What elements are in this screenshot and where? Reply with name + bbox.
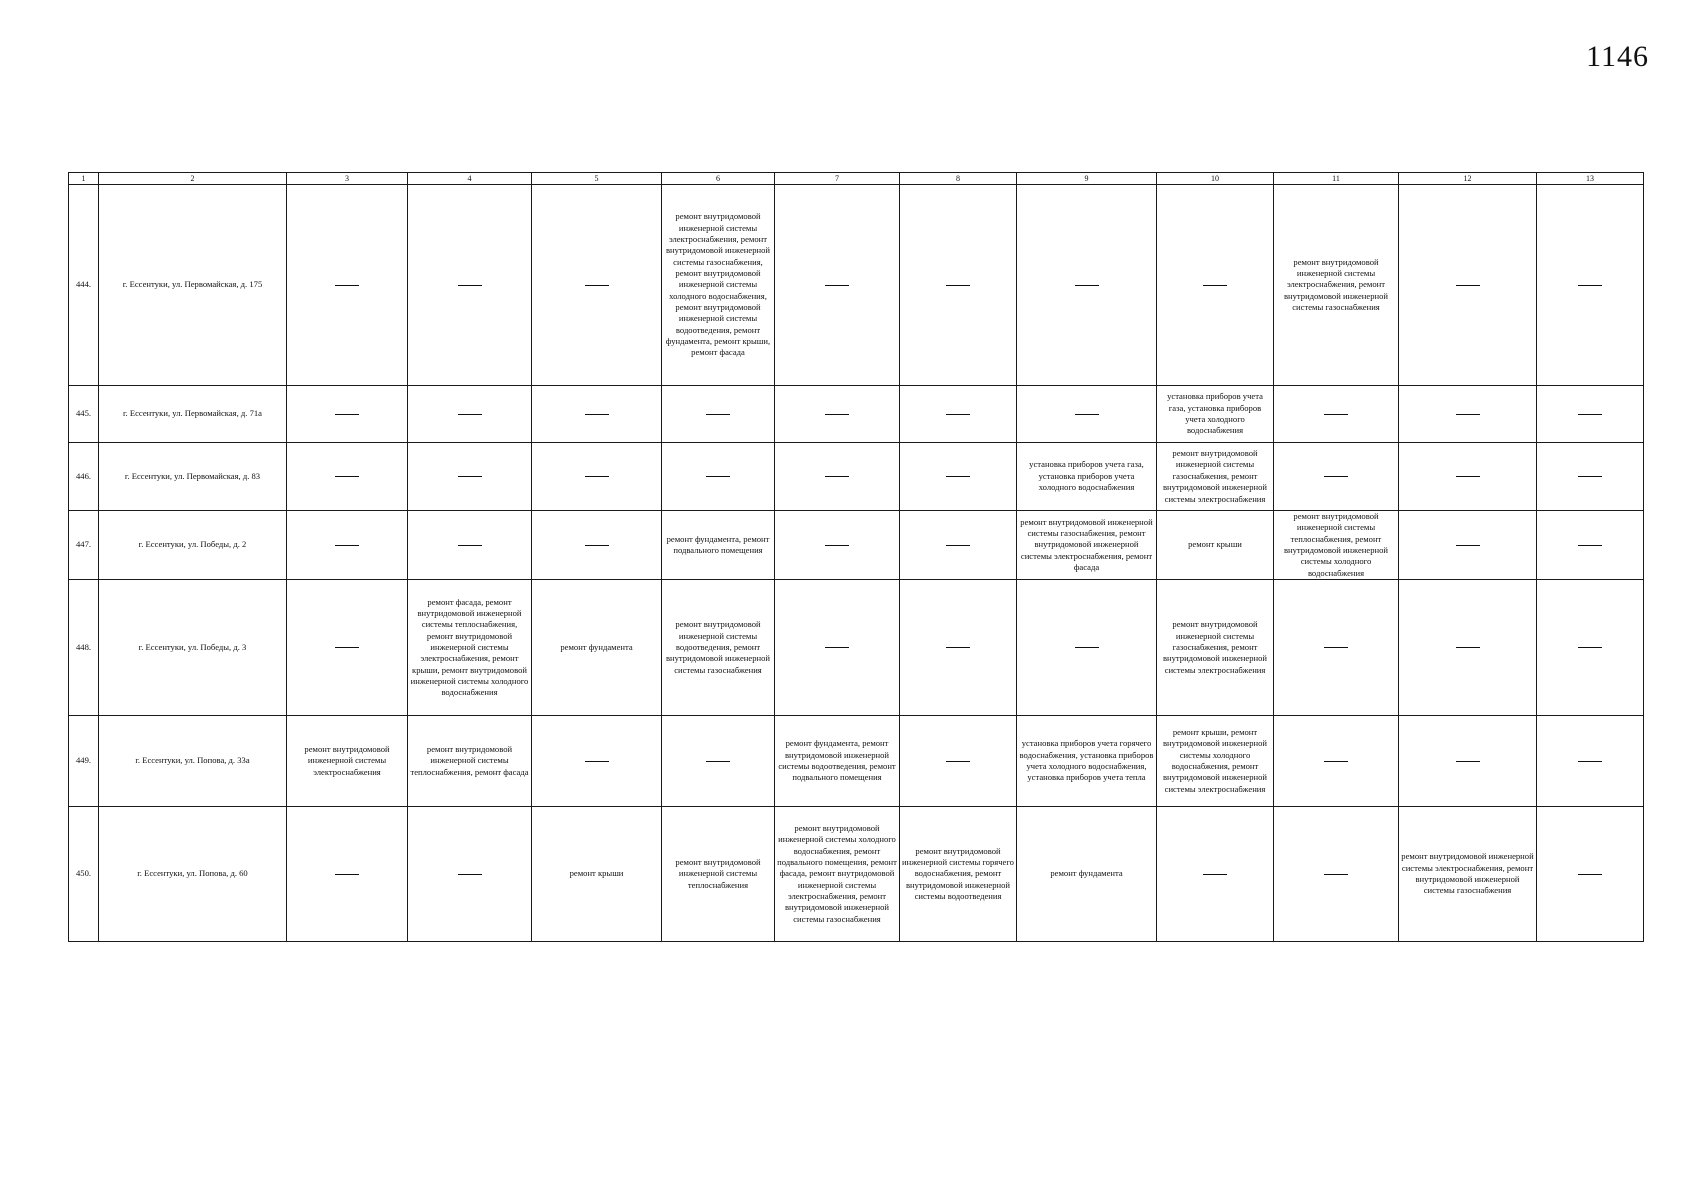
- dash-mark: [1324, 414, 1348, 415]
- dash-mark: [1075, 647, 1099, 648]
- work-description-cell: [1157, 511, 1274, 580]
- dash-mark: [1456, 285, 1480, 286]
- empty-dash-cell: [662, 386, 775, 443]
- empty-dash-cell: [775, 511, 900, 580]
- empty-dash-cell: [1017, 580, 1157, 716]
- dash-mark: [1203, 285, 1227, 286]
- work-description: ремонт крыши, ремонт внутридомовой инженерной системы холодного водоснабжения, ремонт внутридомовой инженерной системы электроснабжения: [1162, 727, 1268, 794]
- dash-mark: [585, 414, 609, 415]
- address-cell: г. Ессентуки, ул. Первомайская, д. 175: [99, 185, 287, 386]
- work-description: установка приборов учета газа, установка приборов учета холодного водоснабжения: [1167, 391, 1263, 436]
- dash-mark: [1324, 647, 1348, 648]
- dash-mark: [825, 545, 849, 546]
- column-number-header: 2: [99, 173, 287, 185]
- table-row: [69, 580, 1644, 716]
- work-description: ремонт внутридомовой инженерной системы водоотведения, ремонт внутридомовой инженерной системы газоснабжения: [665, 619, 771, 675]
- dash-mark: [335, 285, 359, 286]
- empty-dash-cell: [1157, 807, 1274, 942]
- column-number-header: 10: [1157, 173, 1274, 185]
- dash-mark: [1456, 761, 1480, 762]
- dash-mark: [458, 414, 482, 415]
- empty-dash-cell: [1399, 386, 1537, 443]
- work-description-cell: [287, 716, 408, 807]
- empty-dash-cell: [287, 443, 408, 511]
- dash-mark: [335, 647, 359, 648]
- dash-mark: [1324, 476, 1348, 477]
- address-cell: г. Ессентуки, ул. Первомайская, д. 83: [99, 443, 287, 511]
- address-cell: г. Ессентуки, ул. Первомайская, д. 71а: [99, 386, 287, 443]
- empty-dash-cell: [1274, 716, 1399, 807]
- empty-dash-cell: [1017, 185, 1157, 386]
- dash-mark: [946, 647, 970, 648]
- empty-dash-cell: [1017, 386, 1157, 443]
- empty-dash-cell: [900, 185, 1017, 386]
- address-cell: г. Ессентуки, ул. Попова, д. 33а: [99, 716, 287, 807]
- empty-dash-cell: [1399, 443, 1537, 511]
- work-description: установка приборов учета газа, установка приборов учета холодного водоснабжения: [1029, 459, 1144, 493]
- column-number-header: 13: [1537, 173, 1644, 185]
- empty-dash-cell: [900, 443, 1017, 511]
- work-description: ремонт внутридомовой инженерной системы теплоснабжения, ремонт фасада: [410, 744, 529, 777]
- empty-dash-cell: [775, 386, 900, 443]
- work-description: ремонт внутридомовой инженерной системы электроснабжения, ремонт внутридомовой инженерной системы газоснабжения, ремонт внутридомовой инженерной системы холодного водоснабжения, ремонт внутридомовой инженерной системы водоотведения, ремонт фундамента, ремонт крыши, ремонт фасада: [665, 211, 771, 358]
- dash-mark: [1456, 647, 1480, 648]
- empty-dash-cell: [408, 386, 532, 443]
- column-number-header: 7: [775, 173, 900, 185]
- work-description: ремонт фундамента, ремонт внутридомовой инженерной системы водоотведения, ремонт подвального помещения: [778, 738, 896, 783]
- empty-dash-cell: [1274, 807, 1399, 942]
- empty-dash-cell: [900, 386, 1017, 443]
- work-description: ремонт внутридомовой инженерной системы газоснабжения, ремонт внутридомовой инженерной системы электроснабжения: [1162, 448, 1268, 504]
- dash-mark: [585, 285, 609, 286]
- work-description: ремонт фасада, ремонт внутридомовой инженерной системы теплоснабжения, ремонт внутридомовой инженерной системы электроснабжения, ремонт крыши, ремонт внутридомовой инженерной системы холодного водоснабжения: [410, 596, 529, 698]
- empty-dash-cell: [532, 716, 662, 807]
- empty-dash-cell: [775, 443, 900, 511]
- dash-mark: [1456, 476, 1480, 477]
- empty-dash-cell: [532, 386, 662, 443]
- empty-dash-cell: [1399, 511, 1537, 580]
- empty-dash-cell: [775, 185, 900, 386]
- table-row: [69, 807, 1644, 942]
- empty-dash-cell: [1399, 185, 1537, 386]
- empty-dash-cell: [1537, 185, 1644, 386]
- dash-mark: [335, 874, 359, 875]
- dash-mark: [585, 761, 609, 762]
- work-description: ремонт внутридомовой инженерной системы горячего водоснабжения, ремонт внутридомовой инженерной системы водоотведения: [902, 845, 1014, 902]
- dash-mark: [1456, 414, 1480, 415]
- empty-dash-cell: [532, 185, 662, 386]
- dash-mark: [946, 285, 970, 286]
- empty-dash-cell: [532, 511, 662, 580]
- table-row: [69, 386, 1644, 443]
- column-number-header: 9: [1017, 173, 1157, 185]
- dash-mark: [706, 476, 730, 477]
- column-number-header: 11: [1274, 173, 1399, 185]
- work-description: ремонт внутридомовой инженерной системы теплоснабжения: [675, 857, 761, 890]
- empty-dash-cell: [900, 580, 1017, 716]
- dash-mark: [458, 476, 482, 477]
- work-description-cell: [1399, 807, 1537, 942]
- work-description-cell: [662, 580, 775, 716]
- work-description: ремонт внутридомовой инженерной системы электроснабжения: [304, 744, 390, 777]
- empty-dash-cell: [408, 185, 532, 386]
- column-number-header: 5: [532, 173, 662, 185]
- work-description-cell: [1157, 386, 1274, 443]
- dash-mark: [1324, 874, 1348, 875]
- row-number: 449.: [69, 716, 99, 807]
- work-description: ремонт внутридомовой инженерной системы газоснабжения, ремонт внутридомовой инженерной системы электроснабжения, ремонт фасада: [1020, 516, 1153, 573]
- work-description-cell: [775, 807, 900, 942]
- column-number-header: 12: [1399, 173, 1537, 185]
- work-description-cell: [662, 185, 775, 386]
- table-row: [69, 185, 1644, 386]
- empty-dash-cell: [1537, 807, 1644, 942]
- work-description-cell: [1017, 716, 1157, 807]
- work-description-cell: [408, 716, 532, 807]
- dash-mark: [1578, 761, 1602, 762]
- address-cell: г. Ессентуки, ул. Победы, д. 2: [99, 511, 287, 580]
- work-description: ремонт фундамента: [1050, 868, 1123, 879]
- work-description-cell: [900, 807, 1017, 942]
- empty-dash-cell: [1399, 580, 1537, 716]
- work-description: ремонт крыши: [569, 868, 624, 879]
- dash-mark: [1578, 874, 1602, 875]
- table-body: [69, 185, 1644, 942]
- empty-dash-cell: [287, 511, 408, 580]
- dash-mark: [458, 874, 482, 875]
- empty-dash-cell: [1537, 580, 1644, 716]
- work-description-cell: [1017, 511, 1157, 580]
- dash-mark: [458, 545, 482, 546]
- row-number: 450.: [69, 807, 99, 942]
- work-description-cell: [1157, 580, 1274, 716]
- work-description-cell: [662, 511, 775, 580]
- row-number: 444.: [69, 185, 99, 386]
- row-number: 447.: [69, 511, 99, 580]
- dash-mark: [1578, 647, 1602, 648]
- empty-dash-cell: [1537, 511, 1644, 580]
- column-number-header: 8: [900, 173, 1017, 185]
- column-number-header: 6: [662, 173, 775, 185]
- work-description: ремонт внутридомовой инженерной системы электроснабжения, ремонт внутридомовой инженерной системы газоснабжения: [1401, 851, 1534, 896]
- dash-mark: [1075, 414, 1099, 415]
- empty-dash-cell: [287, 580, 408, 716]
- repair-schedule-table: [68, 172, 1644, 942]
- address-cell: г. Ессентуки, ул. Попова, д. 60: [99, 807, 287, 942]
- dash-mark: [1578, 285, 1602, 286]
- column-number-header: 4: [408, 173, 532, 185]
- work-description-cell: [1157, 443, 1274, 511]
- row-number: 446.: [69, 443, 99, 511]
- work-description-cell: [1274, 185, 1399, 386]
- dash-mark: [1578, 476, 1602, 477]
- work-description: ремонт внутридомовой инженерной системы теплоснабжения, ремонт внутридомовой инженерной системы холодного водоснабжения: [1283, 511, 1389, 578]
- work-description: ремонт внутридомовой инженерной системы холодного водоснабжения, ремонт подвального помещения, ремонт фасада, ремонт внутридомовой инженерной системы электроснабжения, ремонт внутридомовой инженерной системы газоснабжения: [777, 823, 897, 924]
- work-description: ремонт фундамента: [560, 641, 633, 652]
- dash-mark: [825, 285, 849, 286]
- empty-dash-cell: [532, 443, 662, 511]
- empty-dash-cell: [1537, 716, 1644, 807]
- empty-dash-cell: [1399, 716, 1537, 807]
- empty-dash-cell: [1157, 185, 1274, 386]
- work-description-cell: [1274, 511, 1399, 580]
- dash-mark: [1324, 761, 1348, 762]
- empty-dash-cell: [1537, 386, 1644, 443]
- column-number-header: 3: [287, 173, 408, 185]
- work-description: ремонт фундамента, ремонт подвального помещения: [666, 533, 770, 556]
- work-description-cell: [1157, 716, 1274, 807]
- dash-mark: [335, 545, 359, 546]
- row-number: 445.: [69, 386, 99, 443]
- work-description-cell: [532, 580, 662, 716]
- empty-dash-cell: [408, 511, 532, 580]
- dash-mark: [946, 761, 970, 762]
- work-description-cell: [408, 580, 532, 716]
- dash-mark: [946, 414, 970, 415]
- work-description-cell: [1017, 807, 1157, 942]
- dash-mark: [825, 647, 849, 648]
- empty-dash-cell: [662, 443, 775, 511]
- dash-mark: [1075, 285, 1099, 286]
- empty-dash-cell: [775, 580, 900, 716]
- dash-mark: [825, 476, 849, 477]
- work-description: ремонт крыши: [1188, 539, 1242, 550]
- dash-mark: [706, 761, 730, 762]
- dash-mark: [585, 476, 609, 477]
- empty-dash-cell: [1537, 443, 1644, 511]
- empty-dash-cell: [408, 443, 532, 511]
- row-number: 448.: [69, 580, 99, 716]
- empty-dash-cell: [287, 185, 408, 386]
- empty-dash-cell: [287, 386, 408, 443]
- work-description-cell: [1017, 443, 1157, 511]
- empty-dash-cell: [900, 511, 1017, 580]
- dash-mark: [1203, 874, 1227, 875]
- table-row: [69, 716, 1644, 807]
- dash-mark: [825, 414, 849, 415]
- empty-dash-cell: [1274, 386, 1399, 443]
- dash-mark: [706, 414, 730, 415]
- table-row: [69, 511, 1644, 580]
- column-number-row: [69, 173, 1644, 185]
- table-row: [69, 443, 1644, 511]
- dash-mark: [335, 476, 359, 477]
- empty-dash-cell: [287, 807, 408, 942]
- address-cell: г. Ессентуки, ул. Победы, д. 3: [99, 580, 287, 716]
- empty-dash-cell: [900, 716, 1017, 807]
- column-number-header: 1: [69, 173, 99, 185]
- empty-dash-cell: [408, 807, 532, 942]
- dash-mark: [458, 285, 482, 286]
- work-description-cell: [532, 807, 662, 942]
- work-description-cell: [775, 716, 900, 807]
- dash-mark: [1456, 545, 1480, 546]
- dash-mark: [946, 476, 970, 477]
- work-description: ремонт внутридомовой инженерной системы электроснабжения, ремонт внутридомовой инженерной системы газоснабжения: [1283, 256, 1389, 313]
- work-description: ремонт внутридомовой инженерной системы газоснабжения, ремонт внутридомовой инженерной системы электроснабжения: [1162, 619, 1268, 675]
- empty-dash-cell: [1274, 443, 1399, 511]
- page-number: 1146: [1586, 40, 1649, 73]
- empty-dash-cell: [1274, 580, 1399, 716]
- empty-dash-cell: [662, 716, 775, 807]
- dash-mark: [335, 414, 359, 415]
- work-description: установка приборов учета горячего водоснабжения, установка приборов учета холодного водоснабжения, установка приборов учета тепла: [1019, 738, 1154, 783]
- dash-mark: [1578, 545, 1602, 546]
- dash-mark: [946, 545, 970, 546]
- work-description-cell: [662, 807, 775, 942]
- dash-mark: [1578, 414, 1602, 415]
- dash-mark: [585, 545, 609, 546]
